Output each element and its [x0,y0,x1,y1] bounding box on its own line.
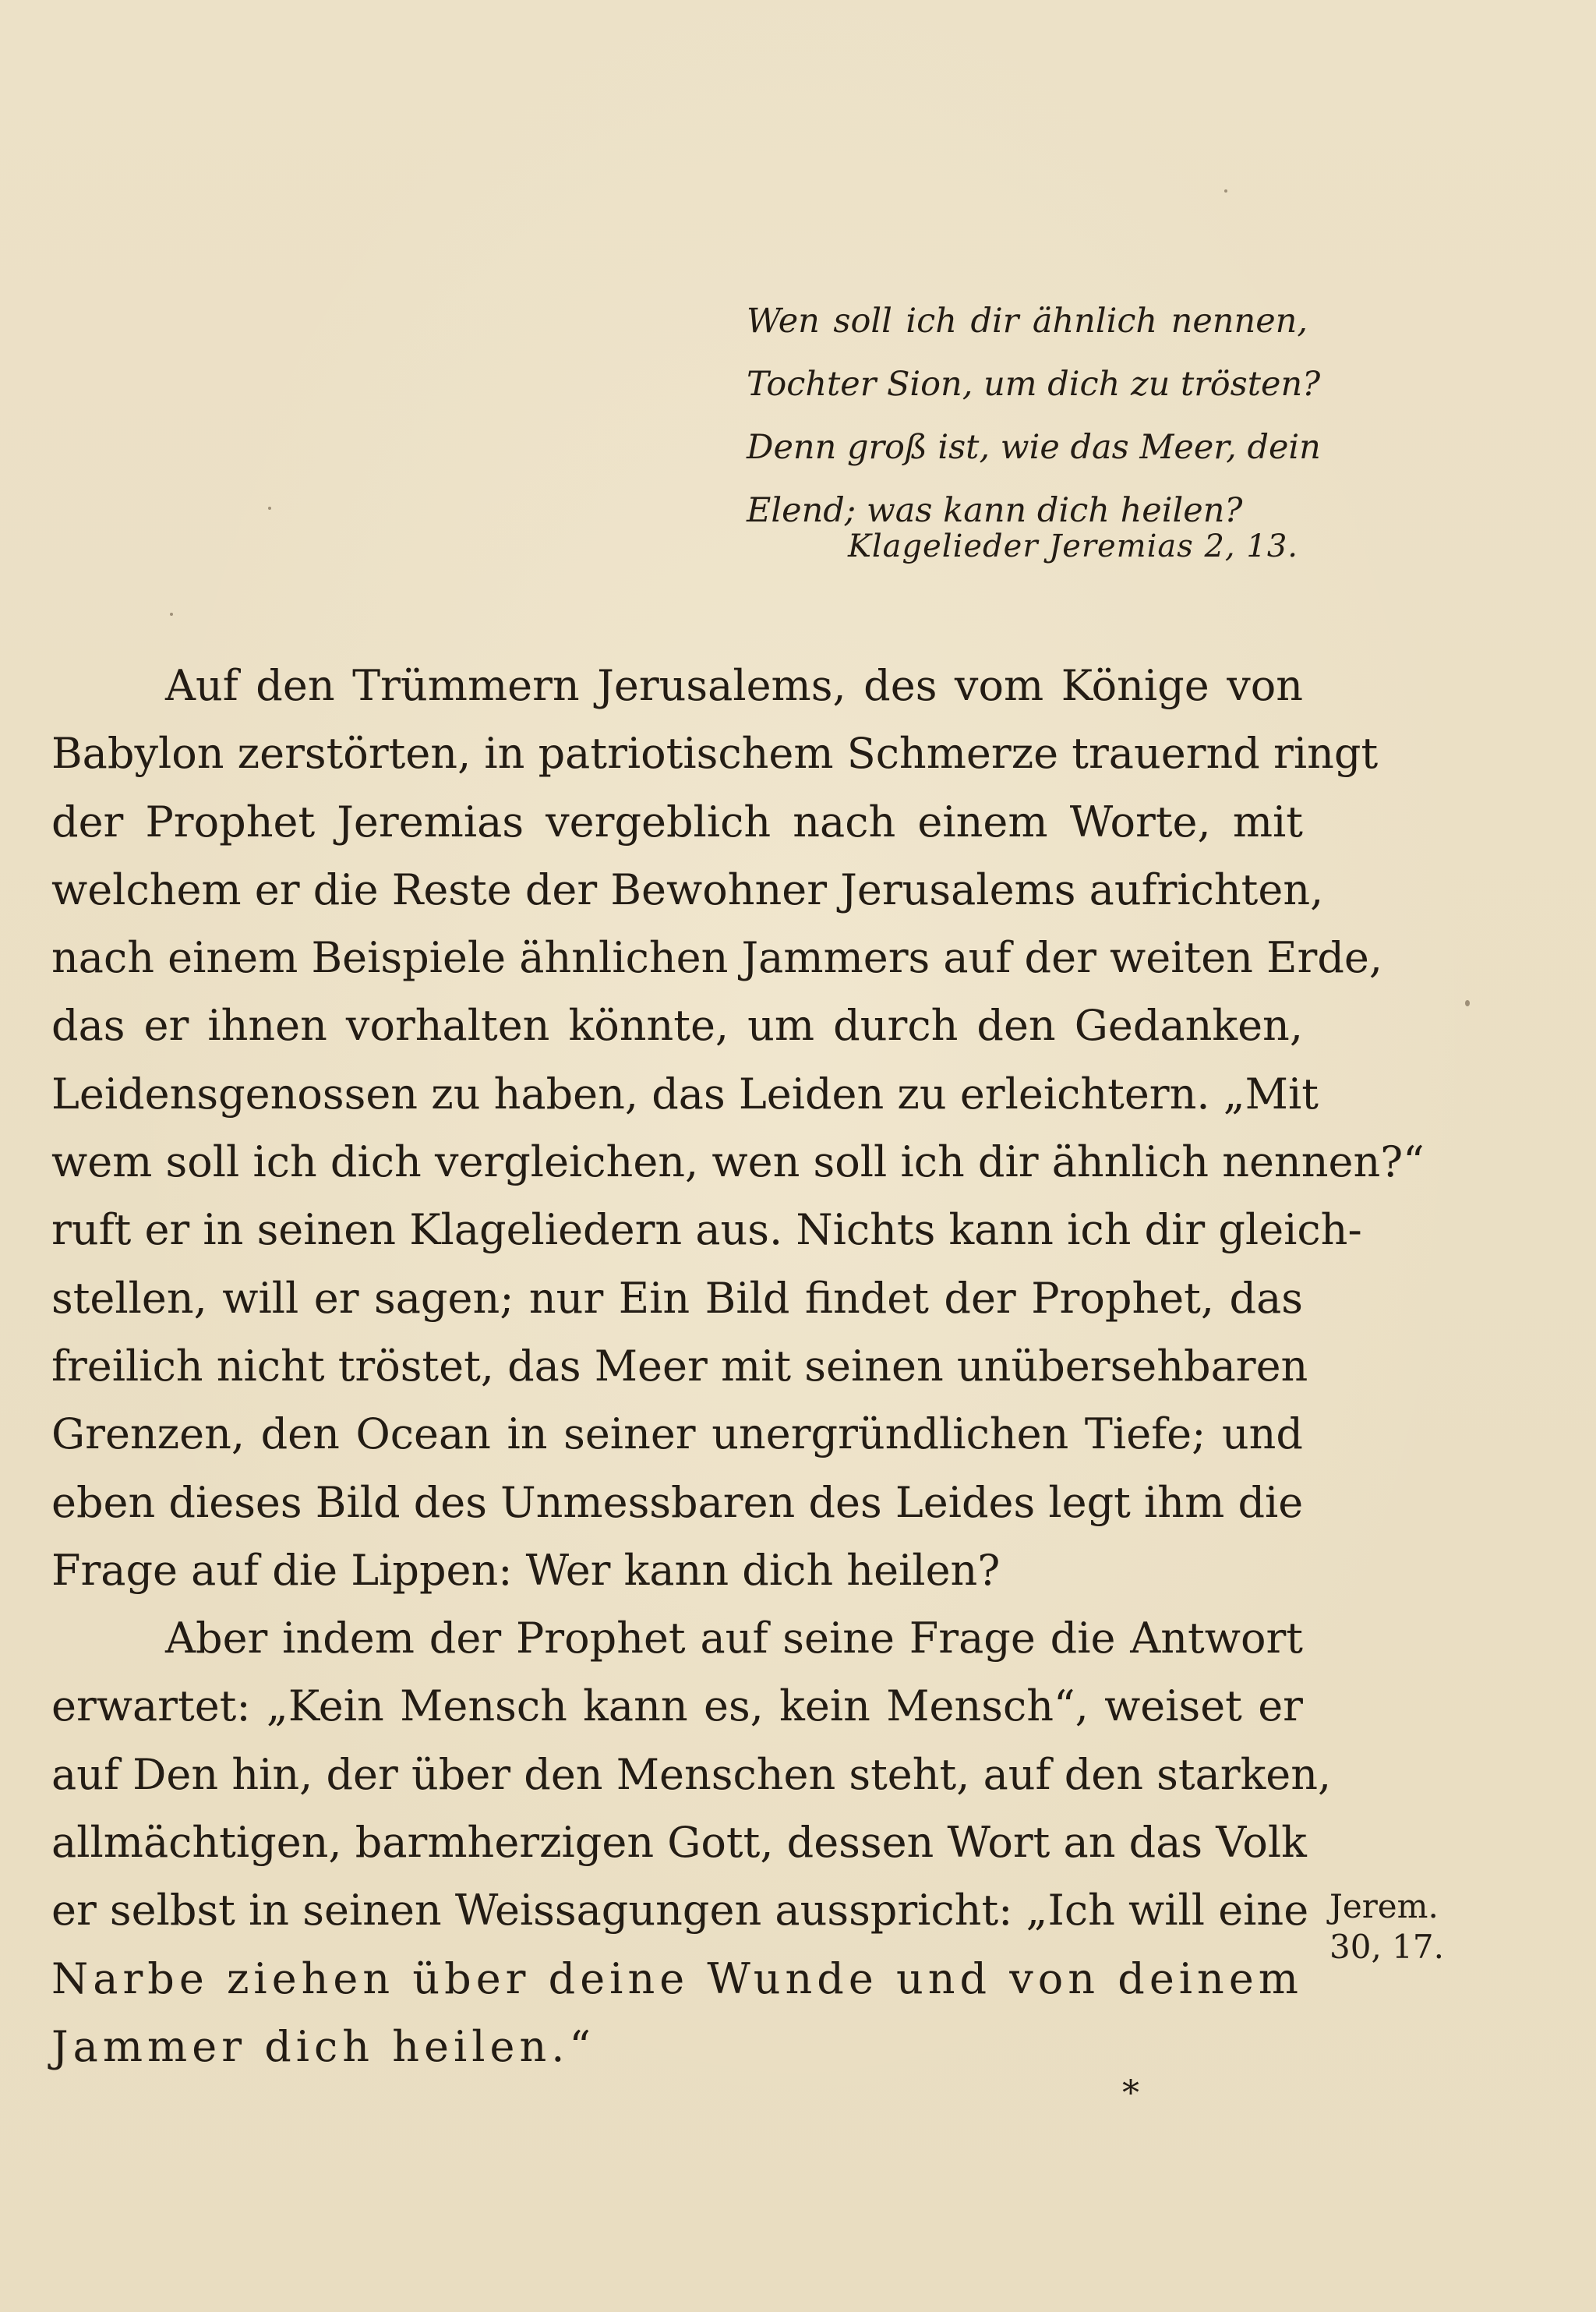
text-line: ruft er in seinen Klageliedern aus. Nichts kann ich dir gleich- [51,1205,1362,1255]
epigraph-line: Denn groß ist, wie das Meer, dein [747,428,1321,467]
text-line: wem soll ich dich vergleichen, wen soll ich dir ähnlich nennen?“ [51,1137,1425,1187]
text-line: Auf den Trümmern Jerusalems, des vom Könige von [165,661,1303,710]
paper-speck [1224,189,1227,193]
epigraph-line: Tochter Sion, um dich zu trösten? [747,365,1321,404]
epigraph-line: Wen soll ich dir ähnlich nennen, [747,302,1308,341]
text-line: allmächtigen, barmherzigen Gott, dessen Wort an das Volk [51,1818,1307,1868]
text-line: der Prophet Jeremias vergeblich nach einem Worte, mit [51,797,1303,847]
epigraph [747,290,1321,543]
paper-speck [1465,1000,1470,1006]
text-line: Grenzen, den Ocean in seiner unergründlichen Tiefe; und [51,1409,1303,1459]
epigraph-source: Klagelieder Jeremias 2, 13. [848,529,1298,564]
text-line: Frage auf die Lippen: Wer kann dich heilen? [51,1545,1001,1595]
text-line: freilich nicht tröstet, das Meer mit seinen unübersehbaren [51,1341,1308,1391]
text-line: Babylon zerstörten, in patriotischem Schmerze trauernd ringt [51,729,1379,779]
text-line: er selbst in seinen Weissagungen ausspricht: „Ich will eine [51,1886,1309,1936]
margin-note [1329,1886,1444,1967]
margin-note-line: 30, 17. [1329,1928,1444,1966]
text-line: welchem er die Reste der Bewohner Jerusalems aufrichten, [51,864,1324,914]
text-line: auf Den hin, der über den Menschen steht, auf den starken, [51,1749,1332,1799]
paper-speck [170,613,173,616]
text-line: stellen, will er sagen; nur Ein Bild findet der Prophet, das [51,1273,1303,1323]
margin-note-line: Jerem. [1329,1887,1439,1925]
text-line: nach einem Beispiele ähnlichen Jammers auf der weiten Erde, [51,933,1383,983]
text-line: Leidensgenossen zu haben, das Leiden zu erleichtern. „Mit [51,1069,1319,1119]
text-line: Narbe ziehen über deine Wunde und von deinem [51,1953,1303,2003]
text-line: erwartet: „Kein Mensch kann es, kein Mensch“, weiset er [51,1681,1303,1731]
text-line: eben dieses Bild des Unmessbaren des Leides legt ihm die [51,1477,1304,1527]
text-line: Jammer dich heilen.“ [51,2021,595,2071]
section-mark: * [1122,2073,1139,2113]
paper-speck [268,507,271,510]
epigraph-line: Elend; was kann dich heilen? [747,491,1243,530]
text-line: Aber indem der Prophet auf seine Frage die Antwort [165,1614,1303,1663]
text-line: das er ihnen vorhalten könnte, um durch den Gedanken, [51,1001,1303,1051]
